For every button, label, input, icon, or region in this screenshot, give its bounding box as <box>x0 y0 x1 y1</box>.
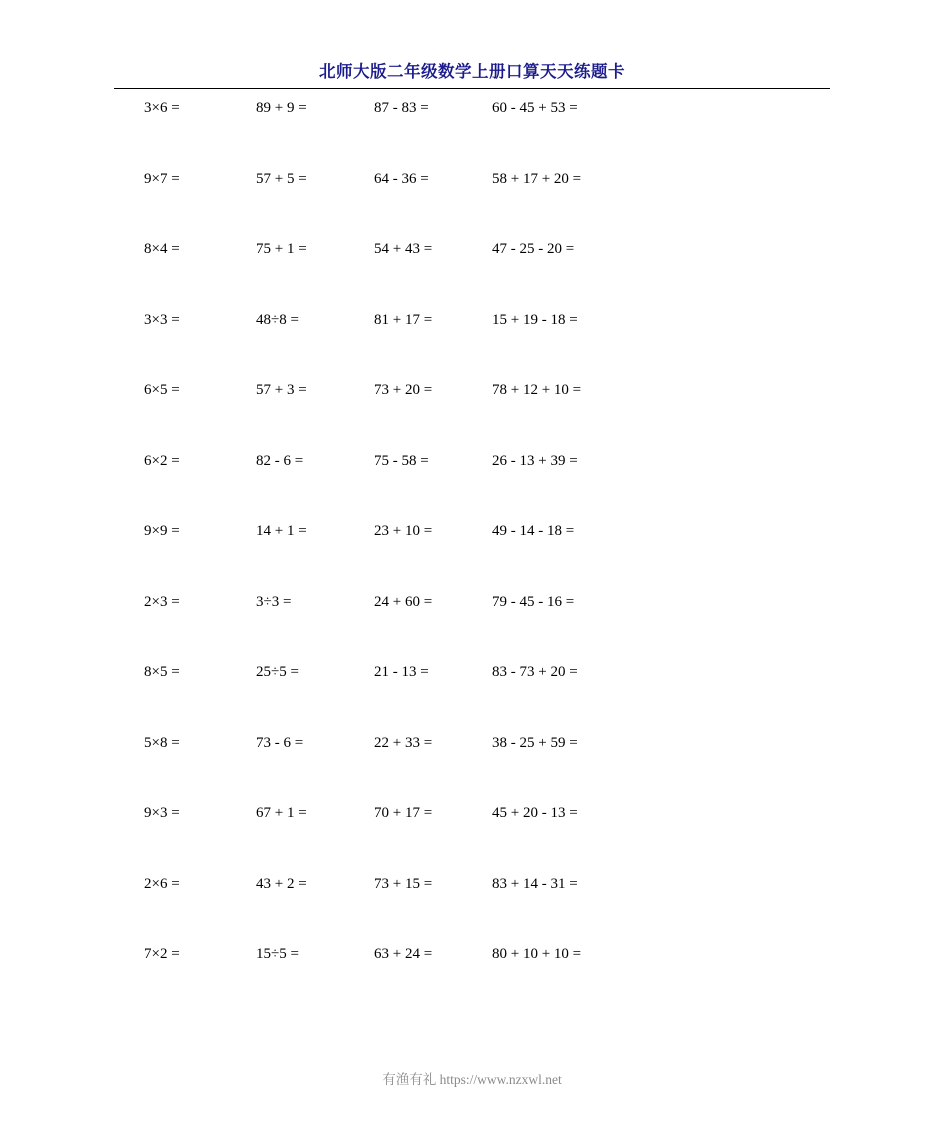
problem-cell: 60 - 45 + 53 = <box>492 100 578 116</box>
problem-row <box>114 664 830 735</box>
problem-cell: 73 - 6 = <box>256 734 304 751</box>
problem-row <box>114 805 830 876</box>
problem-cell: 24 + 60 = <box>374 593 433 610</box>
problem-cell: 6×5 = <box>144 382 180 398</box>
problem-cell: 9×3 = <box>144 805 180 821</box>
problem-cell: 15÷5 = <box>256 946 299 962</box>
problem-cell: 2×6 = <box>144 875 180 892</box>
problem-cell: 3×6 = <box>144 100 180 116</box>
problem-cell: 15 + 19 - 18 = <box>492 311 578 328</box>
problem-row <box>114 523 830 594</box>
problem-cell: 26 - 13 + 39 = <box>492 452 578 469</box>
problem-cell: 87 - 83 = <box>374 100 429 116</box>
problem-cell: 83 + 14 - 31 = <box>492 875 578 892</box>
problem-row <box>114 453 830 524</box>
problem-cell: 89 + 9 = <box>256 100 307 116</box>
problem-cell: 43 + 2 = <box>256 875 307 892</box>
problem-row <box>114 171 830 242</box>
problem-cell: 57 + 3 = <box>256 382 307 398</box>
problem-cell: 7×2 = <box>144 946 180 962</box>
problem-cell: 81 + 17 = <box>374 311 433 328</box>
problem-cell: 49 - 14 - 18 = <box>492 523 575 539</box>
problem-cell: 63 + 24 = <box>374 946 433 962</box>
problem-cell: 3×3 = <box>144 311 180 328</box>
problem-cell: 6×2 = <box>144 452 180 469</box>
problem-cell: 75 + 1 = <box>256 241 307 257</box>
problem-cell: 75 - 58 = <box>374 452 429 469</box>
problem-cell: 25÷5 = <box>256 664 299 680</box>
problem-cell: 83 - 73 + 20 = <box>492 664 578 680</box>
problem-cell: 5×8 = <box>144 734 180 751</box>
problem-cell: 58 + 17 + 20 = <box>492 170 582 187</box>
problem-cell: 82 - 6 = <box>256 452 304 469</box>
problem-cell: 3÷3 = <box>256 593 292 610</box>
problem-cell: 45 + 20 - 13 = <box>492 805 578 821</box>
problem-row <box>114 100 830 171</box>
footer-watermark: 有渔有礼 https://www.nzxwl.net <box>382 1072 562 1087</box>
problem-cell: 54 + 43 = <box>374 241 433 257</box>
problem-cell: 9×7 = <box>144 170 180 187</box>
problem-cell: 8×4 = <box>144 241 180 257</box>
problem-cell: 48÷8 = <box>256 311 299 328</box>
problem-cell: 79 - 45 - 16 = <box>492 593 575 610</box>
problem-cell: 8×5 = <box>144 664 180 680</box>
problem-cell: 73 + 15 = <box>374 875 433 892</box>
problem-cell: 57 + 5 = <box>256 170 307 187</box>
problem-row <box>114 946 830 1017</box>
problem-cell: 67 + 1 = <box>256 805 307 821</box>
problem-row <box>114 382 830 453</box>
problem-cell: 80 + 10 + 10 = <box>492 946 582 962</box>
problem-cell: 47 - 25 - 20 = <box>492 241 575 257</box>
problem-cell: 9×9 = <box>144 523 180 539</box>
problem-cell: 70 + 17 = <box>374 805 433 821</box>
problem-row <box>114 312 830 383</box>
problem-row <box>114 594 830 665</box>
problem-cell: 14 + 1 = <box>256 523 307 539</box>
problem-cell: 21 - 13 = <box>374 664 429 680</box>
problem-cell: 64 - 36 = <box>374 170 429 187</box>
problem-cell: 38 - 25 + 59 = <box>492 734 578 751</box>
problem-row <box>114 241 830 312</box>
problem-cell: 2×3 = <box>144 593 180 610</box>
title-divider <box>114 88 830 89</box>
page-title: 北师大版二年级数学上册口算天天练题卡 <box>319 62 625 81</box>
problem-row <box>114 735 830 806</box>
problem-cell: 73 + 20 = <box>374 382 433 398</box>
problem-row <box>114 876 830 947</box>
problem-cell: 22 + 33 = <box>374 734 433 751</box>
problem-cell: 23 + 10 = <box>374 523 433 539</box>
problem-cell: 78 + 12 + 10 = <box>492 382 582 398</box>
problems-grid <box>114 100 830 1017</box>
